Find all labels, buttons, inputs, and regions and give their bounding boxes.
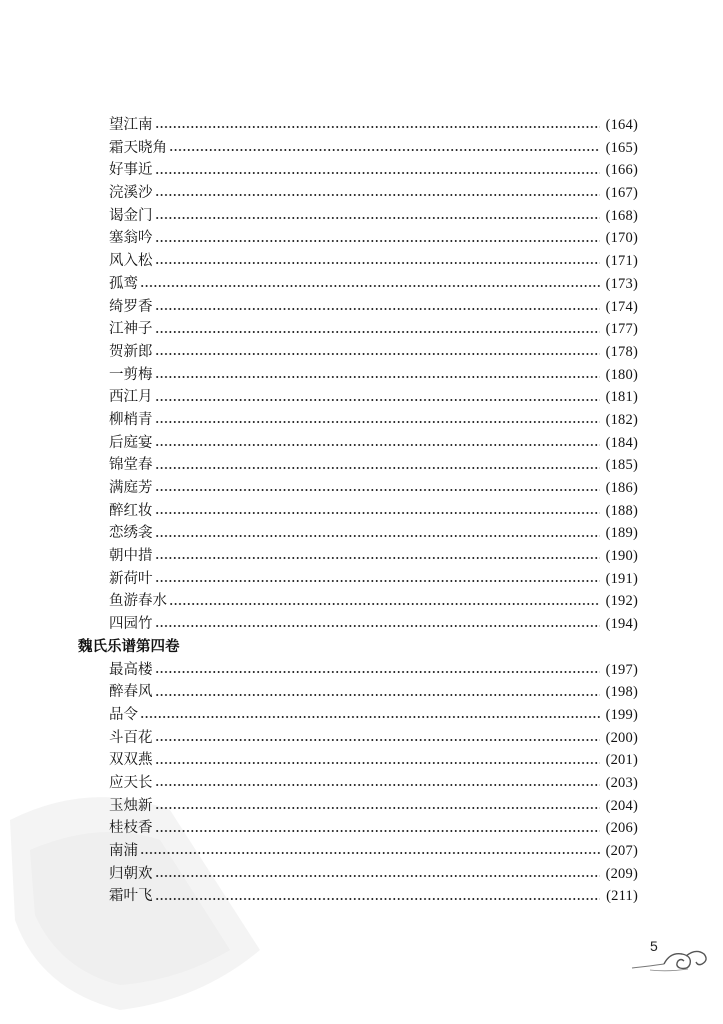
toc-entry-title: 霜叶飞 xyxy=(109,888,153,905)
dot-leader xyxy=(155,194,600,196)
dot-leader xyxy=(155,217,600,219)
dot-leader xyxy=(140,716,600,718)
cloud-swirl-icon xyxy=(630,944,710,974)
dot-leader xyxy=(155,535,600,537)
section-heading[interactable]: 魏氏乐谱第四卷 xyxy=(78,638,180,655)
toc-entry-page: (164) xyxy=(605,117,638,133)
toc-entry[interactable] xyxy=(78,318,638,341)
dot-leader xyxy=(155,625,600,627)
dot-leader xyxy=(155,353,600,355)
toc-entry-page: (184) xyxy=(605,434,638,451)
toc-entry-page: (174) xyxy=(605,298,638,315)
toc-entry[interactable] xyxy=(78,817,638,840)
toc-entry-title: 西江月 xyxy=(109,389,153,406)
toc-entry-page: (170) xyxy=(605,230,638,247)
toc-entry-title: 柳梢青 xyxy=(109,411,153,428)
dot-leader xyxy=(155,875,600,877)
toc-entry-title: 风入松 xyxy=(109,253,153,270)
toc-entry-page: (189) xyxy=(605,525,638,542)
toc-entry-page: (186) xyxy=(605,480,638,496)
toc-entry-page: (204) xyxy=(605,797,638,814)
toc-entry[interactable] xyxy=(78,137,638,160)
toc-entry[interactable] xyxy=(78,341,638,364)
dot-leader xyxy=(155,557,600,559)
toc-entry-page: (203) xyxy=(605,774,638,791)
toc-entry[interactable] xyxy=(78,613,638,636)
toc-entry-page: (165) xyxy=(605,139,638,156)
toc-entry-page: (171) xyxy=(605,253,638,270)
toc-entry[interactable] xyxy=(78,114,638,137)
dot-leader xyxy=(155,262,600,264)
toc-group-b xyxy=(78,659,638,909)
toc-entry-page: (185) xyxy=(605,457,638,474)
page-number: 5 xyxy=(650,938,658,954)
toc-entry-title: 浣溪沙 xyxy=(109,185,153,202)
toc-entry[interactable] xyxy=(78,409,638,432)
toc-entry-page: (200) xyxy=(605,729,638,746)
dot-leader xyxy=(155,489,600,491)
toc-entry-page: (201) xyxy=(605,752,638,769)
dot-leader xyxy=(155,331,600,333)
toc-entry-title: 最高楼 xyxy=(109,661,153,678)
toc-entry[interactable] xyxy=(78,885,638,908)
dot-leader xyxy=(155,694,600,696)
toc-entry-title: 醉红妆 xyxy=(109,502,153,519)
dot-leader xyxy=(155,399,600,401)
toc-entry-title: 霜天晓角 xyxy=(109,139,167,156)
toc-entry-title: 锦堂春 xyxy=(109,457,153,474)
dot-leader xyxy=(155,784,600,786)
toc-entry-title: 好事近 xyxy=(109,162,153,179)
toc-entry-title: 鱼游春水 xyxy=(109,593,167,610)
toc-entry[interactable] xyxy=(78,182,638,205)
toc-entry[interactable] xyxy=(78,772,638,795)
toc-entry-page: (177) xyxy=(605,321,638,338)
toc-entry-title: 品令 xyxy=(109,706,138,723)
toc-entry[interactable] xyxy=(78,590,638,613)
toc-entry[interactable] xyxy=(78,477,638,500)
toc-entry[interactable] xyxy=(78,681,638,704)
toc-entry-page: (181) xyxy=(605,389,638,406)
toc-entry-page: (166) xyxy=(605,162,638,179)
toc-entry[interactable] xyxy=(78,386,638,409)
toc-entry-title: 谒金门 xyxy=(109,207,153,224)
toc-entry-title: 绮罗香 xyxy=(109,298,153,315)
toc-entry-title: 江神子 xyxy=(109,321,153,338)
toc-entry[interactable] xyxy=(78,522,638,545)
dot-leader xyxy=(155,830,600,832)
dot-leader xyxy=(155,739,600,741)
toc-entry[interactable] xyxy=(78,432,638,455)
dot-leader xyxy=(155,240,600,242)
dot-leader xyxy=(155,671,600,673)
toc-entry-title: 归朝欢 xyxy=(109,865,153,882)
toc-entry-page: (199) xyxy=(605,706,638,723)
toc-entry-title: 一剪梅 xyxy=(109,366,153,383)
toc-entry-title: 南浦 xyxy=(109,843,138,859)
toc-entry[interactable] xyxy=(78,727,638,750)
toc-entry-page: (188) xyxy=(605,502,638,519)
toc-entry-page: (211) xyxy=(606,888,638,905)
dot-leader xyxy=(155,308,600,310)
toc-entry-title: 斗百花 xyxy=(109,729,153,746)
toc-entry-title: 双双燕 xyxy=(109,752,153,769)
toc-entry[interactable] xyxy=(78,704,638,727)
toc-entry[interactable] xyxy=(78,568,638,591)
toc-entry-title: 四园竹 xyxy=(109,616,153,633)
toc-entry-page: (207) xyxy=(605,843,638,859)
dot-leader xyxy=(155,467,600,469)
toc-entry-page: (194) xyxy=(605,616,638,633)
toc-entry-title: 贺新郎 xyxy=(109,343,153,360)
toc-entry-title: 塞翁吟 xyxy=(109,230,153,247)
toc-entry-page: (167) xyxy=(605,185,638,202)
dot-leader xyxy=(155,172,600,174)
toc-entry[interactable] xyxy=(78,659,638,682)
toc-entry[interactable] xyxy=(78,840,638,863)
toc-entry-page: (209) xyxy=(605,865,638,882)
toc-entry-page: (180) xyxy=(605,366,638,383)
dot-leader xyxy=(169,603,600,605)
toc-entry[interactable] xyxy=(78,250,638,273)
toc-entry-title: 望江南 xyxy=(109,117,153,133)
dot-leader xyxy=(155,580,600,582)
toc-entry-title: 孤鸾 xyxy=(109,275,138,292)
dot-leader xyxy=(140,285,600,287)
toc-entry-page: (173) xyxy=(605,275,638,292)
dot-leader xyxy=(155,421,600,423)
toc-entry[interactable] xyxy=(78,159,638,182)
toc-entry-page: (178) xyxy=(605,343,638,360)
toc-entry-page: (168) xyxy=(605,207,638,224)
toc-entry-page: (197) xyxy=(605,661,638,678)
toc-entry-title: 新荷叶 xyxy=(109,570,153,587)
dot-leader xyxy=(155,126,600,128)
toc-entry[interactable] xyxy=(78,545,638,568)
table-of-contents xyxy=(78,114,638,908)
toc-entry-page: (198) xyxy=(605,684,638,701)
toc-entry[interactable] xyxy=(78,227,638,250)
toc-entry[interactable] xyxy=(78,454,638,477)
toc-entry[interactable] xyxy=(78,273,638,296)
toc-entry-title: 后庭宴 xyxy=(109,434,153,451)
toc-entry[interactable] xyxy=(78,364,638,387)
toc-entry-title: 玉烛新 xyxy=(109,797,153,814)
toc-entry-page: (190) xyxy=(605,548,638,565)
toc-entry-title: 醉春风 xyxy=(109,684,153,701)
dot-leader xyxy=(155,444,600,446)
toc-entry[interactable] xyxy=(78,749,638,772)
toc-entry-page: (192) xyxy=(605,593,638,610)
dot-leader xyxy=(155,898,601,900)
toc-entry-page: (206) xyxy=(605,820,638,837)
toc-entry-title: 桂枝香 xyxy=(109,820,153,837)
toc-entry[interactable] xyxy=(78,863,638,886)
toc-group-a xyxy=(78,114,638,636)
toc-entry[interactable] xyxy=(78,205,638,228)
toc-entry-page: (182) xyxy=(605,411,638,428)
dot-leader xyxy=(155,376,600,378)
toc-entry[interactable] xyxy=(78,296,638,319)
toc-entry-title: 满庭芳 xyxy=(109,480,153,496)
toc-entry-title: 应天长 xyxy=(109,774,153,791)
dot-leader xyxy=(155,762,600,764)
dot-leader xyxy=(155,512,600,514)
dot-leader xyxy=(140,852,600,854)
toc-entry[interactable] xyxy=(78,500,638,523)
toc-entry-title: 恋绣衾 xyxy=(109,525,153,542)
toc-entry-title: 朝中措 xyxy=(109,548,153,565)
dot-leader xyxy=(155,807,600,809)
toc-entry-page: (191) xyxy=(605,570,638,587)
toc-entry[interactable] xyxy=(78,795,638,818)
dot-leader xyxy=(169,149,600,151)
